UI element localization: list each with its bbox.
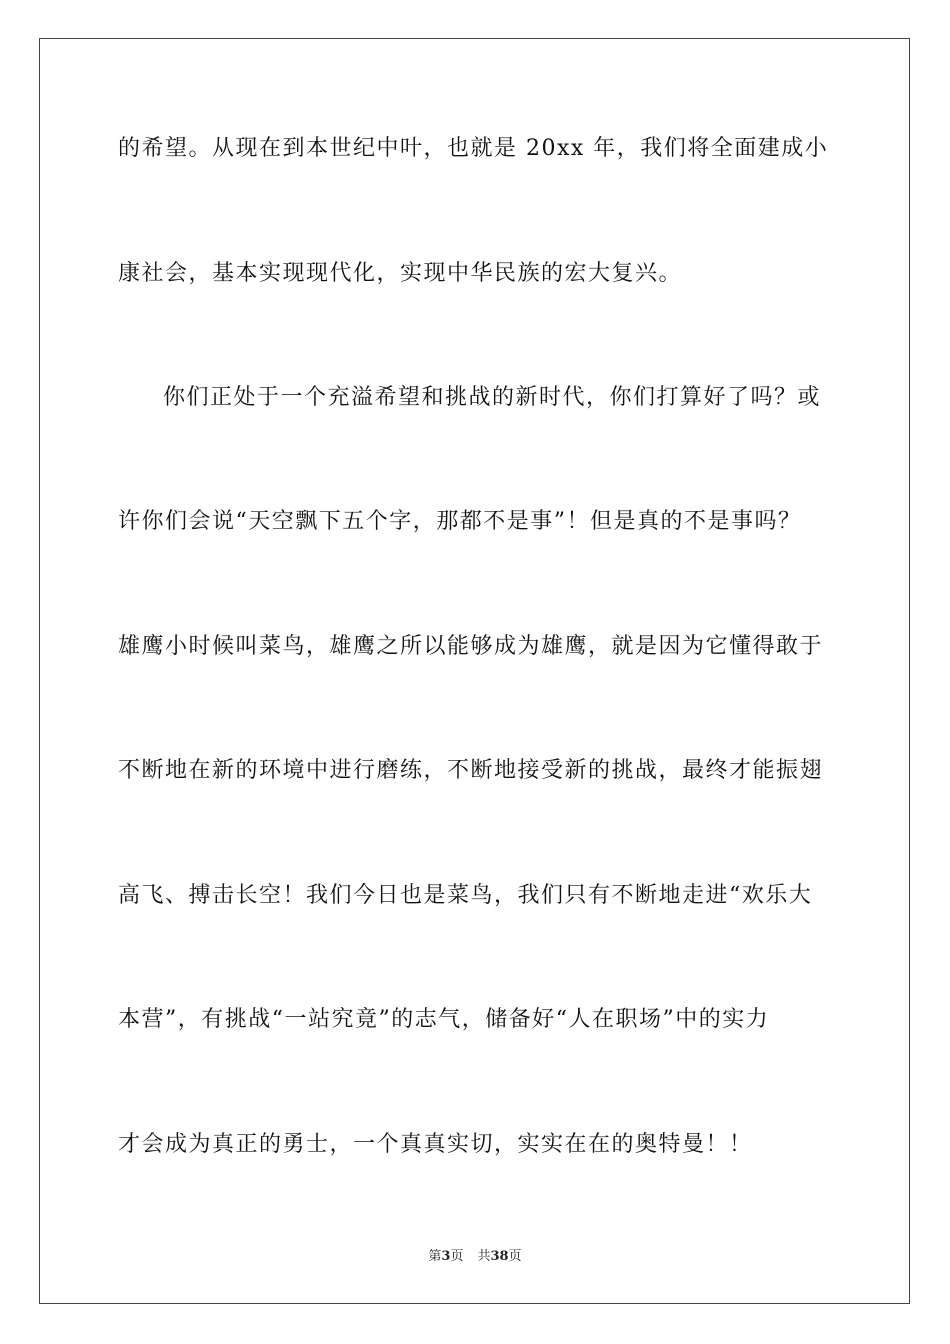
page-prefix: 第 — [428, 1249, 442, 1264]
total-prefix: 共 — [477, 1249, 491, 1264]
text-line-1: 的希望。从现在到本世纪中叶，也就是 20xx 年，我们将全面建成小 — [118, 136, 829, 161]
text-line-6: 不断地在新的环境中进行磨练，不断地接受新的挑战，最终才能振翅 — [118, 758, 824, 783]
text-line-3-paragraph-start: 你们正处于一个充溢希望和挑战的新时代，你们打算好了吗？或 — [163, 385, 822, 410]
page-border — [39, 38, 910, 1304]
page-suffix: 页 — [450, 1249, 464, 1264]
text-line-9: 才会成为真正的勇士，一个真真实切，实实在在的奥特曼！！ — [118, 1132, 753, 1157]
text-line-8: 本营”，有挑战“一站究竟”的志气，储备好“人在职场”中的实力 — [118, 1007, 770, 1032]
text-line-2: 康社会，基本实现现代化，实现中华民族的宏大复兴。 — [118, 261, 683, 286]
text-line-5: 雄鹰小时候叫菜鸟，雄鹰之所以能够成为雄鹰，就是因为它懂得敢于 — [118, 634, 824, 659]
total-suffix: 页 — [508, 1249, 522, 1264]
page-number: 3 — [441, 1249, 451, 1264]
text-line-7: 高飞、搏击长空！我们今日也是菜鸟，我们只有不断地走进“欢乐大 — [118, 883, 813, 908]
page-footer — [0, 1248, 950, 1266]
text-line-4: 许你们会说“天空飘下五个字，那都不是事”！但是真的不是事吗？ — [118, 509, 802, 534]
total-pages: 38 — [490, 1249, 509, 1264]
